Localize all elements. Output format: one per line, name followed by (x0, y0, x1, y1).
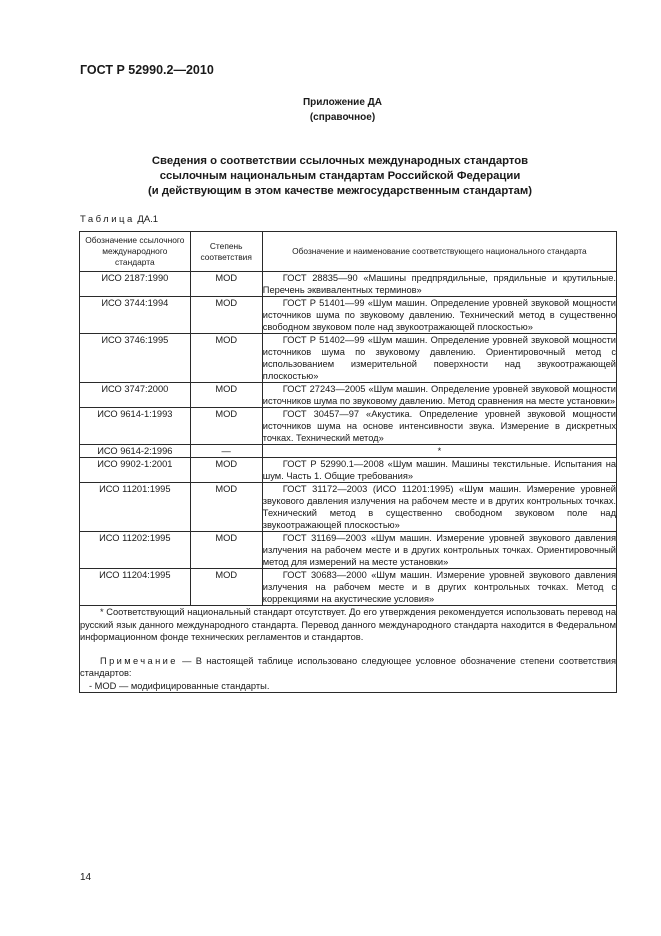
footnote: * Соответствующий национальный стандарт отсутствует. До его утверждения рекомендуется использовать перевод на русский язык данного международного стандарта. Перевод данного международного стандарта находится в Федеральном информационном фонде технических регламентов и стандартов. (80, 607, 616, 642)
heading-line-2: ссылочным национальным стандартам Российской Федерации (159, 170, 521, 182)
appendix-title: Приложение ДА (302, 97, 383, 108)
table-row (80, 445, 617, 458)
table-row (80, 297, 617, 334)
cell-degree: MOD (190, 272, 262, 297)
cell-standard: ИСО 3744:1994 (80, 297, 191, 334)
cell-standard: ИСО 9902-1:2001 (80, 458, 191, 483)
cell-standard: ИСО 11201:1995 (80, 483, 191, 532)
table-notes-row (80, 606, 617, 693)
column-header-degree: Степень соответствия (190, 232, 262, 272)
cell-national: ГОСТ 30683—2000 «Шум машин. Измерение уровней звукового давления излучения на рабочем месте и в других контрольных точках. Метод с коррекциями на акустические условия» (262, 570, 616, 604)
cell-degree: MOD (190, 532, 262, 569)
page-number: 14 (80, 872, 92, 883)
cell-standard: ИСО 2187:1990 (80, 272, 191, 297)
cell-standard: ИСО 11202:1995 (80, 532, 191, 569)
table-row (80, 483, 617, 532)
heading-line-3: (и действующим в этом качестве межгосударственным стандартам) (148, 185, 532, 197)
cell-degree: MOD (190, 569, 262, 606)
cell-standard: ИСО 3746:1995 (80, 334, 191, 383)
table-row (80, 272, 617, 297)
cell-national: ГОСТ 31169—2003 «Шум машин. Измерение уровней звукового давления излучения на рабочем месте и в других контрольных точках. Ориентировочный метод для измерений на месте установки» (262, 533, 616, 567)
table-notes (80, 606, 617, 693)
heading-line-1: Сведения о соответствии ссылочных международных стандартов (151, 155, 529, 167)
table-label-number: ДА.1 (137, 214, 159, 225)
column-header-national: Обозначение и наименование соответствующего национального стандарта (262, 232, 616, 272)
cell-standard: ИСО 3747:2000 (80, 383, 191, 408)
table-label-word: Таблица (80, 214, 135, 225)
cell-standard: ИСО 9614-2:1996 (80, 445, 191, 458)
cell-national: ГОСТ 31172—2003 (ИСО 11201:1995) «Шум машин. Измерение уровней звукового давления излучения на рабочем месте и в других контрольных точках. Технический метод в существенно свободном звуковом поле над звукоотражающей плоскостью» (262, 484, 616, 530)
table-row (80, 569, 617, 606)
cell-degree: MOD (190, 483, 262, 532)
table-header-row (80, 232, 617, 272)
note-label: Примечание (100, 655, 178, 666)
document-code: ГОСТ Р 52990.2—2010 (80, 63, 214, 77)
note-item: - MOD — модифицированные стандарты. (89, 680, 270, 691)
cell-national: ГОСТ 28835—90 «Машины предпрядильные, прядильные и крутильные. Перечень эквивалентных терминов» (262, 273, 616, 295)
cell-national: ГОСТ 30457—97 «Акустика. Определение уровней звуковой мощности источников шума на основе интенсивности звука. Измерение в дискретных точках. Технический метод» (262, 409, 616, 443)
table-row (80, 408, 617, 445)
cell-national: ГОСТ Р 51402—99 «Шум машин. Определение уровней звуковой мощности источников шума по звуковому давлению. Ориентировочный метод с использованием измерительной поверхности над звукоотражающей плоскостью» (262, 335, 616, 381)
cell-degree: MOD (190, 408, 262, 445)
table-label (80, 214, 158, 225)
column-header-standard: Обозначение ссылочного международного стандарта (80, 232, 191, 272)
table-row (80, 334, 617, 383)
table-row (80, 458, 617, 483)
table-row (80, 532, 617, 569)
cell-standard: ИСО 11204:1995 (80, 569, 191, 606)
correspondence-table (79, 231, 617, 693)
appendix-subtitle: (справочное) (309, 112, 376, 123)
cell-degree: MOD (190, 297, 262, 334)
cell-national: ГОСТ Р 51401—99 «Шум машин. Определение уровней звуковой мощности источников шума по звуковому давлению. Технический метод в существенно свободном звуковом поле над звукоотражающей плоскостью» (262, 298, 616, 332)
note (80, 655, 616, 680)
cell-national: ГОСТ 27243—2005 «Шум машин. Определение уровней звуковой мощности источников шума по звуковому давлению. Метод сравнения на месте установки» (262, 384, 616, 406)
cell-degree: MOD (190, 383, 262, 408)
note-text: — В настоящей таблице использовано следующее условное обозначение степени соответствия стандартов: (80, 655, 616, 678)
cell-degree: MOD (190, 458, 262, 483)
cell-degree: — (190, 445, 262, 458)
table-row (80, 383, 617, 408)
cell-degree: MOD (190, 334, 262, 383)
cell-standard: ИСО 9614-1:1993 (80, 408, 191, 445)
cell-national: ГОСТ Р 52990.1—2008 «Шум машин. Машины текстильные. Испытания на шум. Часть 1. Общие требования» (262, 459, 616, 481)
section-heading (60, 154, 620, 199)
cell-national: * (262, 445, 616, 458)
